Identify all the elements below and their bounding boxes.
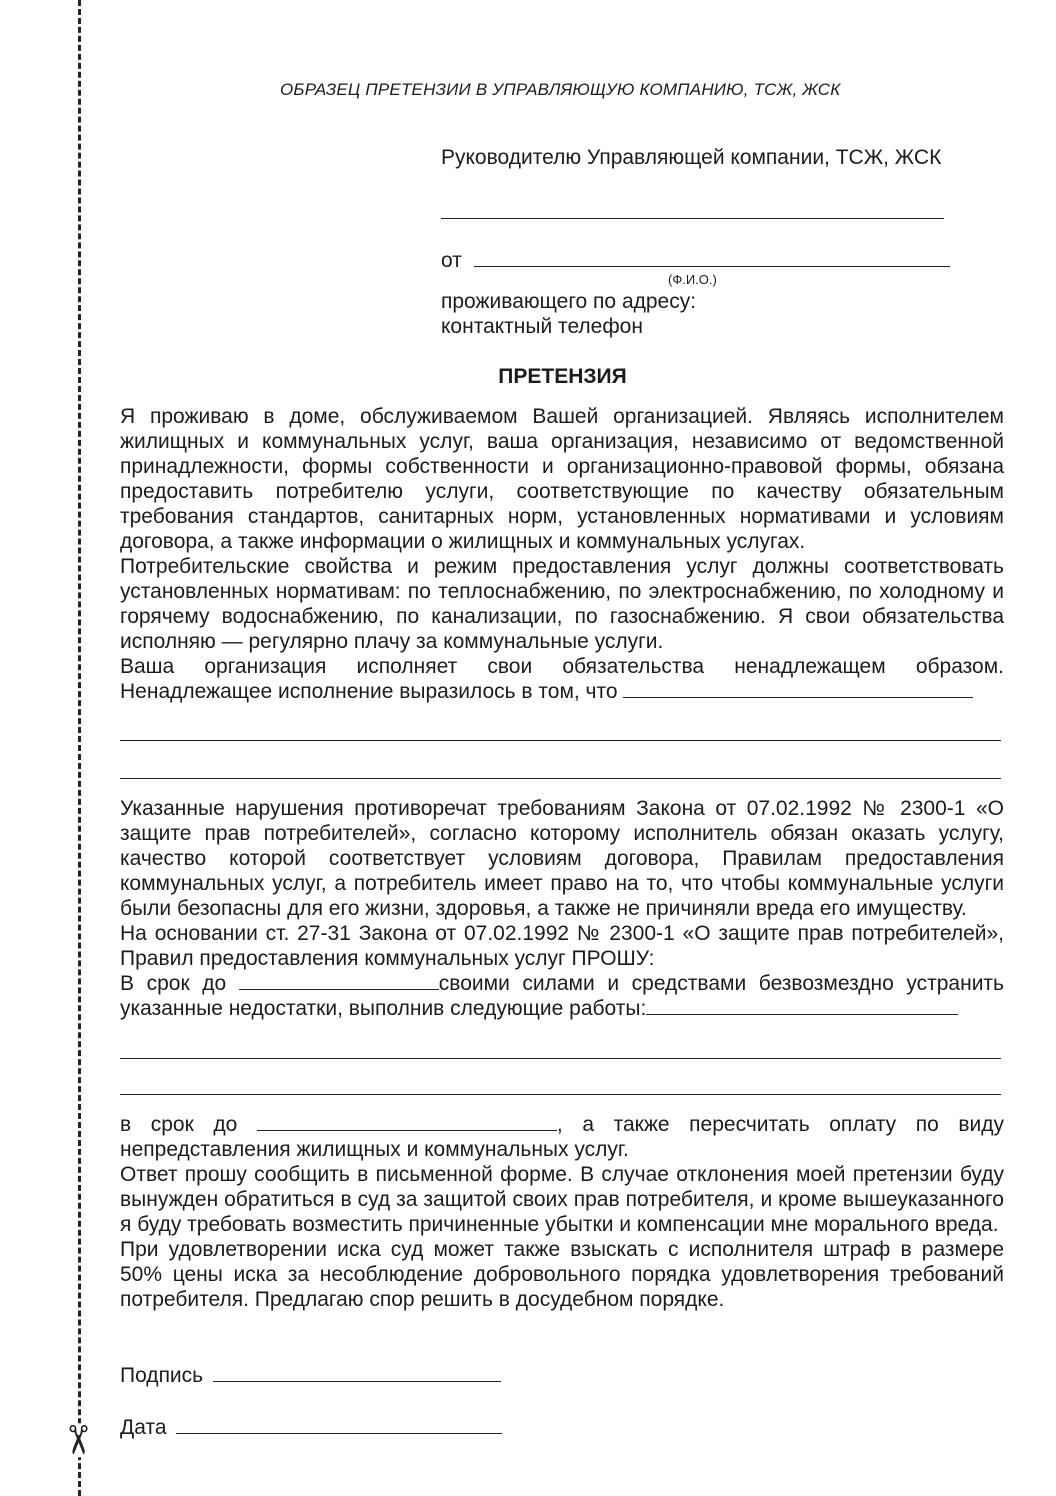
paragraph-6-row (120, 971, 1004, 996)
paragraph-6a: В срок до (120, 972, 227, 995)
paragraph-7-row (120, 1112, 1004, 1137)
paragraph-7a: в срок до (120, 1113, 238, 1136)
address-label: проживающего по адресу: (441, 290, 697, 313)
cut-line (78, 0, 81, 1496)
paragraph-1: Я проживаю в доме, обслуживаемом Вашей организацией. Являясь исполнителем жилищных и коммунальных услуг, ваша организация, независимо от ведомственной принадлежности, формы собственности и организационно-правовой формы, обязана предоставить потребителю услуги, соответствующие по качеству обязательным требования стандартов, санитарных норм, установленных нормативами и условиям договора, а также информации о жилищных и коммунальных услугах. (120, 405, 1004, 553)
fio-blank-line[interactable] (474, 248, 950, 267)
claim-body-part1 (120, 404, 1004, 704)
paragraph-8: Ответ прошу сообщить в письменной форме. В случае отклонения моей претензии буду вынужден обратиться в суд за защитой своих прав потребителя, и кроме вышеуказанного я буду требовать возместить причиненные убытки и компенсации мне морального вреда. (120, 1163, 1004, 1236)
paragraph-6c: указанные недостатки, выполнив следующие работы: (120, 997, 647, 1020)
scissors-icon: ✂ (54, 1423, 99, 1457)
addressee-blank-line[interactable] (441, 200, 944, 219)
deadline-blank-line[interactable] (239, 971, 439, 990)
blank-line-2[interactable] (120, 778, 1001, 779)
signature-label: Подпись (120, 1364, 204, 1387)
paragraph-6b: своими силами и средствами безвозмездно устранить (438, 972, 1004, 995)
recalc-deadline-blank-line[interactable] (257, 1112, 557, 1131)
paragraph-5: На основании ст. 27-31 Закона от 07.02.1992 № 2300-1 «О защите прав потребителей», Правил предоставления коммунальных услуг ПРОШУ: (120, 922, 1004, 970)
date-label: Дата (120, 1416, 167, 1439)
from-label: от (441, 249, 462, 272)
claim-body-part3 (120, 1112, 1004, 1312)
date-row (120, 1415, 502, 1440)
fio-hint: (Ф.И.О.) (668, 272, 717, 287)
blank-line-3[interactable] (120, 1058, 1001, 1059)
paragraph-7b: , а также пересчитать оплату по виду (556, 1113, 1004, 1136)
paragraph-9: При удовлетворении иска суд может также взыскать с исполнителя штраф в размере 50% цены иска за несоблюдение добровольного порядка удовлетворения требований потребителя. Предлагаю спор решить в досудебном порядке. (120, 1238, 1004, 1311)
paragraph-6c-row (120, 996, 1004, 1021)
signature-blank-line[interactable] (213, 1363, 501, 1382)
blank-line-4[interactable] (120, 1094, 1001, 1095)
claim-body-part2 (120, 796, 1004, 1021)
date-blank-line[interactable] (176, 1415, 502, 1434)
works-blank-line[interactable] (646, 996, 958, 1015)
paragraph-4: Указанные нарушения противоречат требованиям Закона от 07.02.1992 № 2300-1 «О защите прав потребителей», согласно которому исполнитель обязан оказать услугу, качество которой соответствует условиям договора, Правилам предоставления коммунальных услуг, а потребитель имеет право на то, что чтобы коммунальные услуги были безопасны для его жизни, здоровья, а также не причиняли вреда его имуществу. (120, 797, 1004, 920)
paragraph-3a: Ваша организация исполняет свои обязательства ненадлежащем образом. (120, 655, 1004, 678)
from-row (441, 248, 950, 273)
paragraph-3b: Ненадлежащее исполнение выразилось в том, что (120, 680, 618, 703)
paragraph-2: Потребительские свойства и режим предоставления услуг должны соответствовать установленных нормативам: по теплоснабжению, по электроснабжению, по холодному и горячему водоснабжению, по канализации, по газоснабжению. Я свои обязательства исполняю — регулярно плачу за коммунальные услуги. (120, 555, 1004, 653)
addressee: Руководителю Управляющей компании, ТСЖ, ЖСК (441, 146, 942, 169)
paragraph-7c: непредставления жилищных и коммунальных услуг. (120, 1138, 629, 1161)
header-caption: ОБРАЗЕЦ ПРЕТЕНЗИИ В УПРАВЛЯЮЩУЮ КОМПАНИЮ, ТСЖ, ЖСК (280, 80, 841, 99)
signature-row (120, 1363, 501, 1388)
blank-line-1[interactable] (120, 740, 1001, 741)
violation-blank-line[interactable] (623, 679, 973, 698)
document-title: ПРЕТЕНЗИЯ (498, 365, 627, 388)
paragraph-3b-row (120, 679, 1004, 704)
phone-label: контактный телефон (441, 315, 643, 338)
